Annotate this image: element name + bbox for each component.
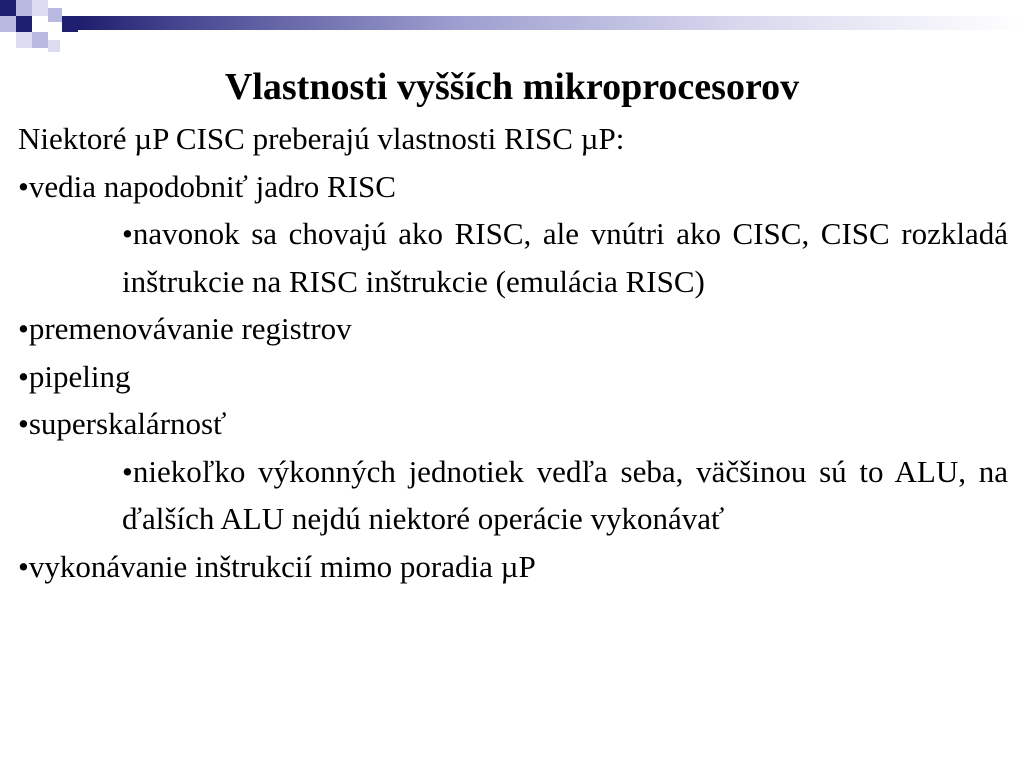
- intro-text: Niektoré µP CISC preberajú vlastnosti RISC µP:: [18, 121, 625, 156]
- decor-square: [32, 0, 48, 16]
- decor-square: [16, 32, 32, 48]
- decor-square: [16, 0, 32, 16]
- sub-bullet-item: •navonok sa chovajú ako RISC, ale vnútri ako CISC, CISC rozkladá inštrukcie na RISC inštrukcie (emulácia RISC): [122, 216, 1008, 299]
- decor-square: [0, 0, 16, 16]
- slide-title: Vlastnosti vyšších mikroprocesorov: [224, 66, 800, 108]
- bullet-item: •vykonávanie inštrukcií mimo poradia µP: [18, 548, 536, 584]
- slide-content: [18, 115, 1008, 590]
- bullet-item: •pipeling: [18, 358, 131, 394]
- decor-square: [32, 32, 48, 48]
- header-gradient-bar: [78, 16, 1024, 30]
- decor-square: [0, 16, 16, 32]
- bullet-item: •superskalárnosť: [18, 406, 227, 441]
- decor-square: [16, 16, 32, 32]
- decor-square: [62, 16, 78, 32]
- decor-square: [48, 8, 62, 22]
- slide-header-decoration: [0, 0, 1024, 60]
- bullet-item: •vedia napodobniť jadro RISC: [18, 168, 396, 204]
- decor-square: [48, 40, 60, 52]
- bullet-item: •premenovávanie registrov: [18, 311, 352, 346]
- sub-bullet-item: •niekoľko výkonných jednotiek vedľa seba, väčšinou sú to ALU, na ďalších ALU nejdú niektoré operácie vykonávať: [122, 453, 1008, 536]
